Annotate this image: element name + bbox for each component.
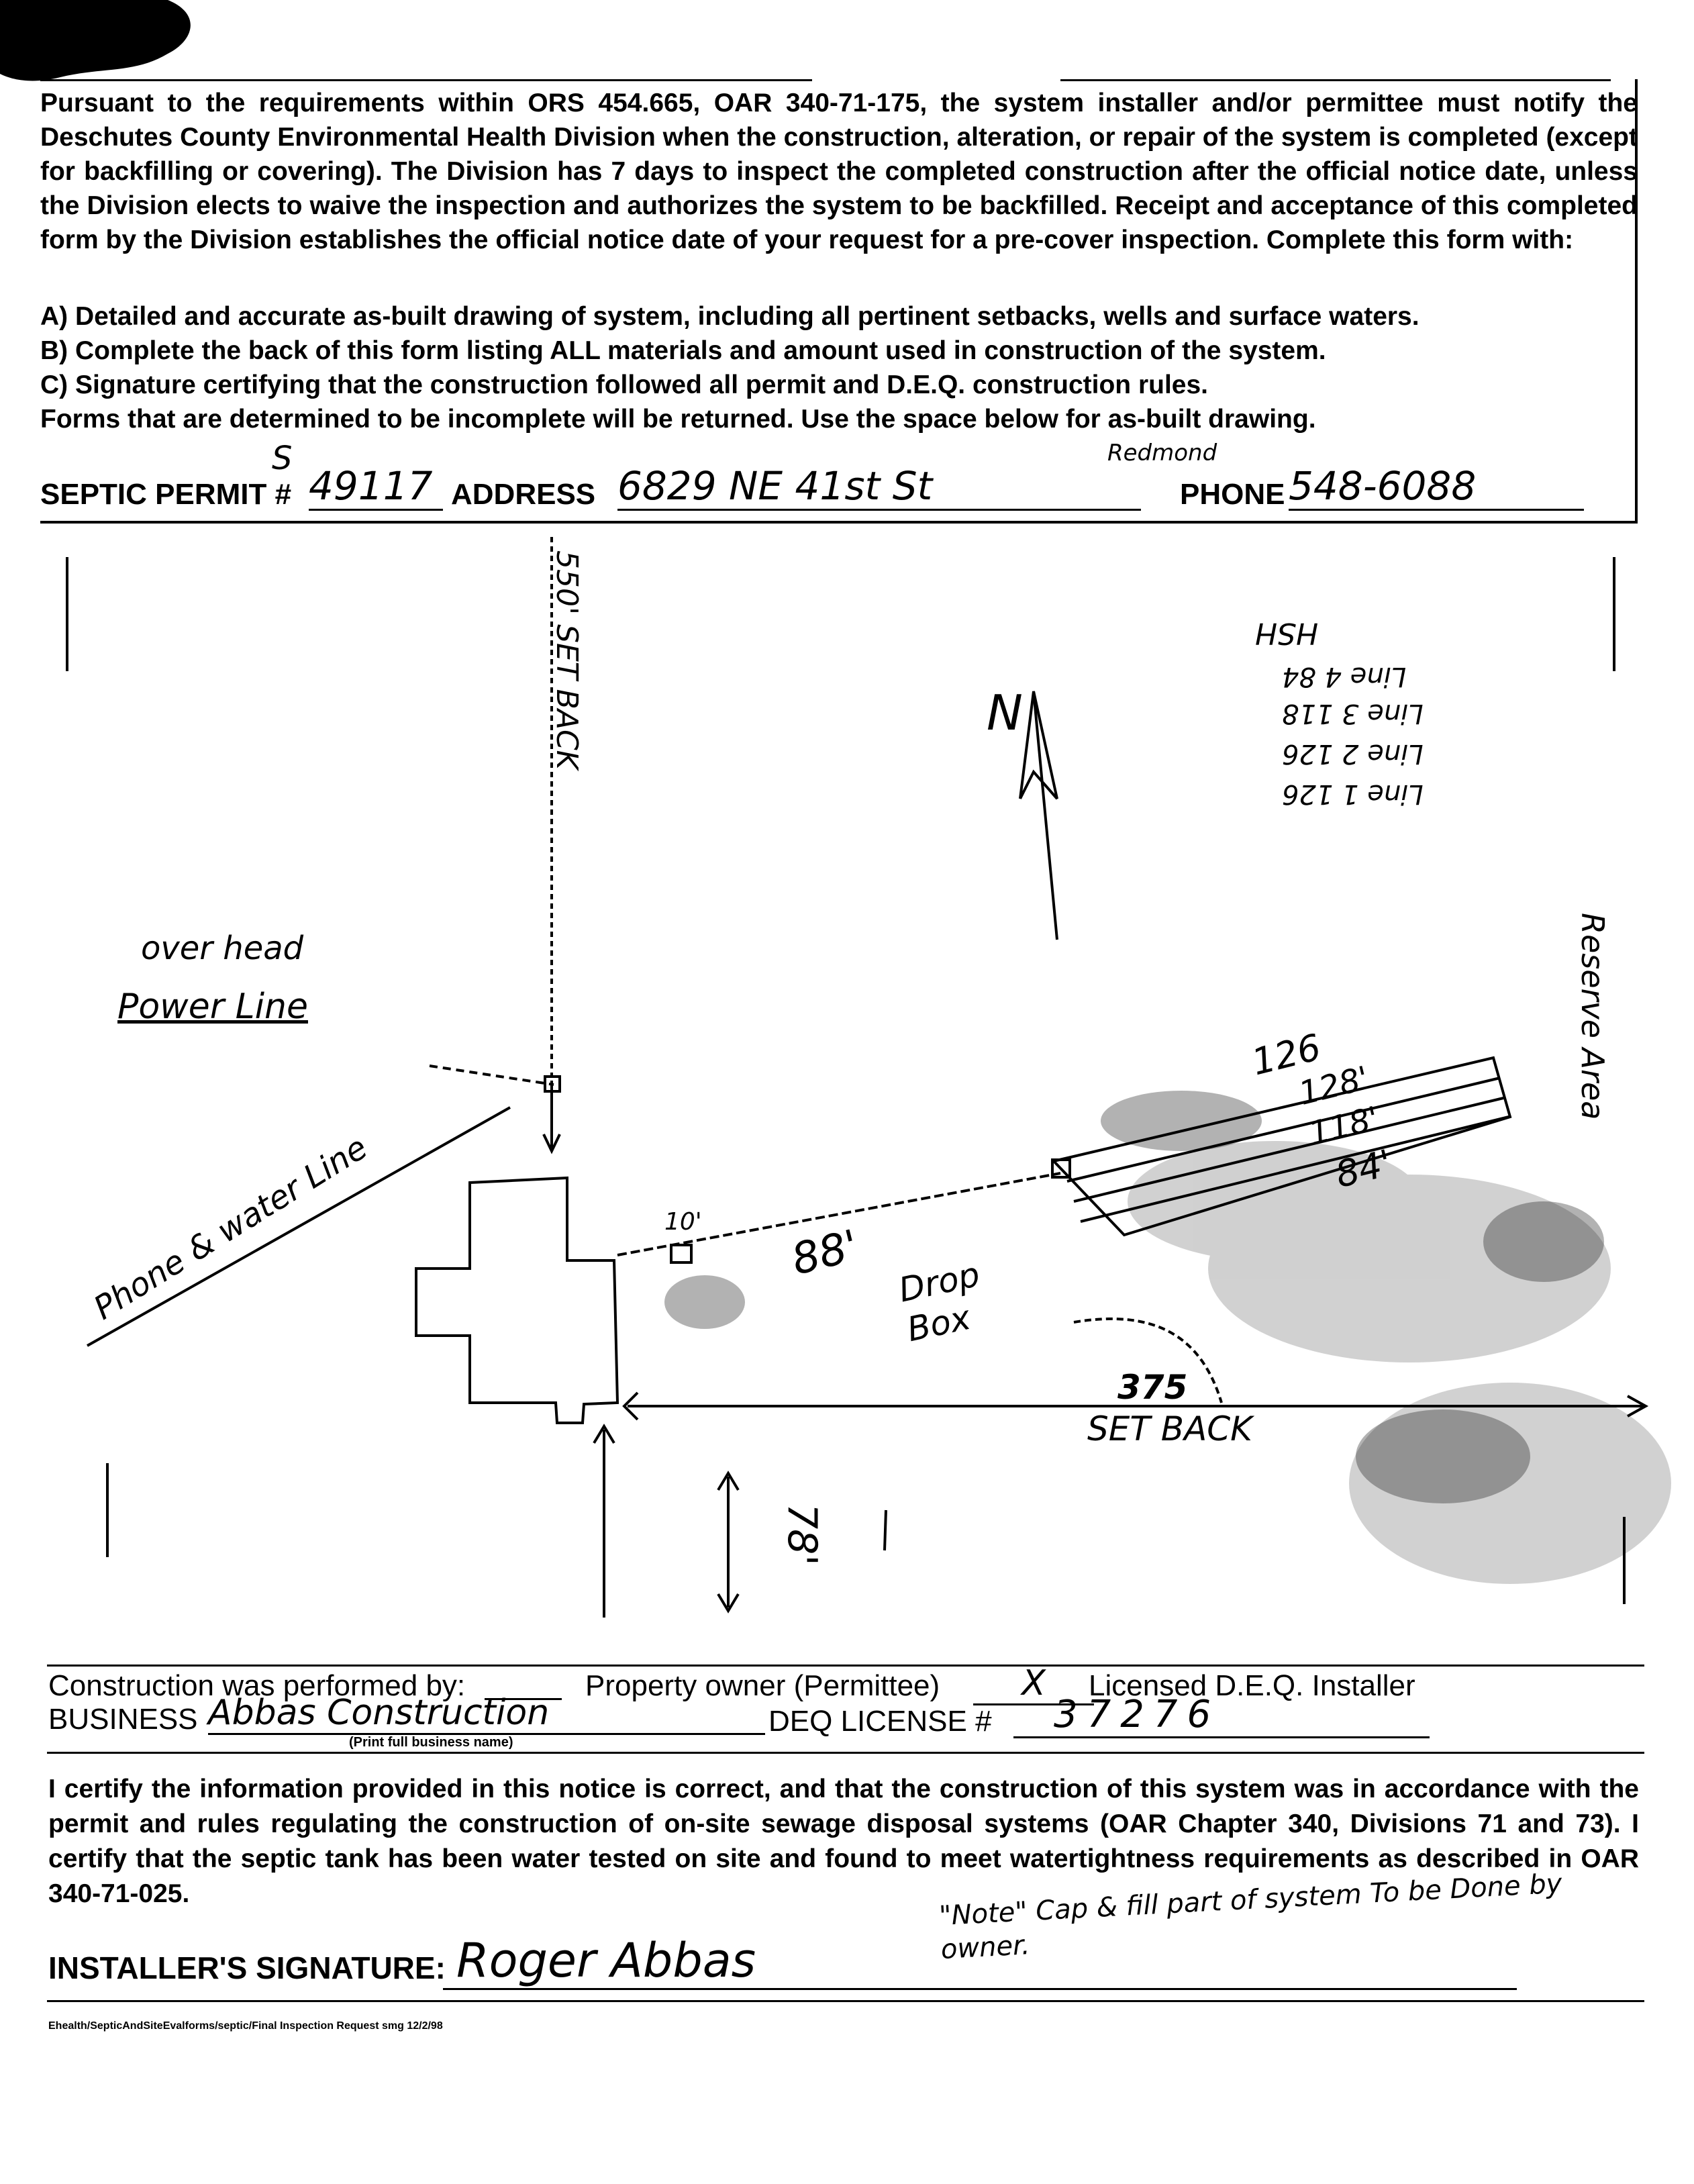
drop-box-label: Drop Box <box>895 1254 983 1350</box>
note-text: "Note" Cap & fill part of system To be Done by owner. <box>938 1868 1563 1966</box>
permit-label: SEPTIC PERMIT # <box>40 478 292 511</box>
pipe-88-label: 88' <box>787 1221 864 1285</box>
phone-field[interactable]: 548-6088 <box>1289 463 1584 511</box>
lines-header: HSH <box>1255 616 1319 650</box>
line-1-length: Line 1 126 <box>1282 779 1424 809</box>
north-label: N <box>987 685 1023 741</box>
installer-label: Licensed D.E.Q. Installer <box>1089 1669 1415 1702</box>
length-128: 128' <box>1295 1059 1373 1113</box>
overhead-label: over head <box>141 930 304 967</box>
reserve-area-label: Reserve Area <box>1575 913 1611 1120</box>
section-divider-mid <box>47 1752 1644 1754</box>
requirement-a: A) Detailed and accurate as-built drawing of system, including all pertinent setbacks, wells and surface waters. <box>40 302 1419 331</box>
business-field[interactable]: Abbas Construction <box>208 1693 765 1735</box>
frame-bottom <box>40 521 1638 524</box>
top-border-left <box>40 79 812 81</box>
phone-water-label: Phone & water Line <box>87 1128 375 1328</box>
line-3-length: Line 3 118 <box>1282 698 1424 729</box>
north-arrow <box>1034 691 1057 940</box>
deq-label: DEQ LICENSE # <box>768 1705 992 1738</box>
requirement-b: B) Complete the back of this form listing ALL materials and amount used in construction of the system. <box>40 336 1326 365</box>
setback-label: SET BACK <box>1087 1409 1252 1448</box>
line-4-length: Line 4 84 <box>1282 661 1407 692</box>
ten-foot-label: 10' <box>664 1208 702 1236</box>
certification-text: I certify the information provided in this notice is correct, and that the construction of this system was in accordance with the permit and rules regulating the construction of on-site sewage disposal systems (OAR Chapter 340, Divisions 71 and 73). I certify that the septic tank has been water tested on site and found to meet watertightness requirements as described in OAR 340-71-025. <box>48 1775 1639 1908</box>
power-line <box>430 1066 554 1085</box>
deq-license-field[interactable]: 37276 <box>1013 1693 1430 1738</box>
permit-prefix: S <box>272 440 293 477</box>
address-field[interactable]: 6829 NE 41st St <box>617 463 1141 511</box>
top-border-right <box>1060 79 1611 81</box>
permit-number-field[interactable]: 49117 <box>309 463 443 511</box>
incomplete-notice: Forms that are determined to be incomplete will be returned. Use the space below for as-built drawing. <box>40 405 1316 434</box>
form-footer: Ehealth/SepticAndSiteEvalforms/septic/Final Inspection Request smg 12/2/98 <box>48 2020 443 2032</box>
length-118: 118' <box>1305 1099 1383 1153</box>
requirements-list <box>40 299 1638 436</box>
ink-blot-mark <box>0 0 242 87</box>
requirement-c: C) Signature certifying that the construction followed all permit and D.E.Q. construction rules. <box>40 370 1209 399</box>
house-outline <box>416 1178 617 1423</box>
phone-label: PHONE <box>1180 478 1285 511</box>
dim-78-label: 78' <box>779 1503 826 1566</box>
as-built-drawing <box>0 530 1694 1658</box>
owner-label: Property owner (Permittee) <box>585 1669 940 1702</box>
section-divider-bottom <box>47 2000 1644 2002</box>
performed-by-label: Construction was performed by: <box>48 1669 466 1702</box>
instructions-paragraph: Pursuant to the requirements within ORS 454.665, OAR 340-71-175, the system installer and/or permittee must notify the Deschutes County Environmental Health Division when the construction, alteration, or repair of the system is completed (except for backfilling or covering). The Division has 7 days to inspect the completed construction after the official notice date, unless the Division elects to waive the inspection and authorizes the system to be backfilled. Receipt and acceptance of this completed form by the Division establishes the official notice date of your request for a pre-cover inspection. Complete this form with: <box>40 89 1638 254</box>
power-line-label: Power Line <box>117 987 308 1027</box>
line-2-length: Line 2 126 <box>1282 738 1424 769</box>
address-label: ADDRESS <box>451 478 596 511</box>
signature-label: INSTALLER'S SIGNATURE: <box>48 1950 446 1985</box>
owner-check[interactable]: X <box>973 1663 1094 1705</box>
address-city: Redmond <box>1107 440 1217 466</box>
business-label: BUSINESS <box>48 1703 198 1736</box>
signature-field[interactable]: Roger Abbas <box>443 1933 1517 1990</box>
setback-550-label: 550' SET BACK <box>550 550 584 770</box>
business-hint: (Print full business name) <box>349 1735 513 1750</box>
setback-375-label: 375 <box>1117 1368 1188 1407</box>
length-84: 84' <box>1331 1141 1396 1197</box>
length-126: 126 <box>1247 1026 1326 1084</box>
section-divider-top <box>47 1665 1644 1667</box>
